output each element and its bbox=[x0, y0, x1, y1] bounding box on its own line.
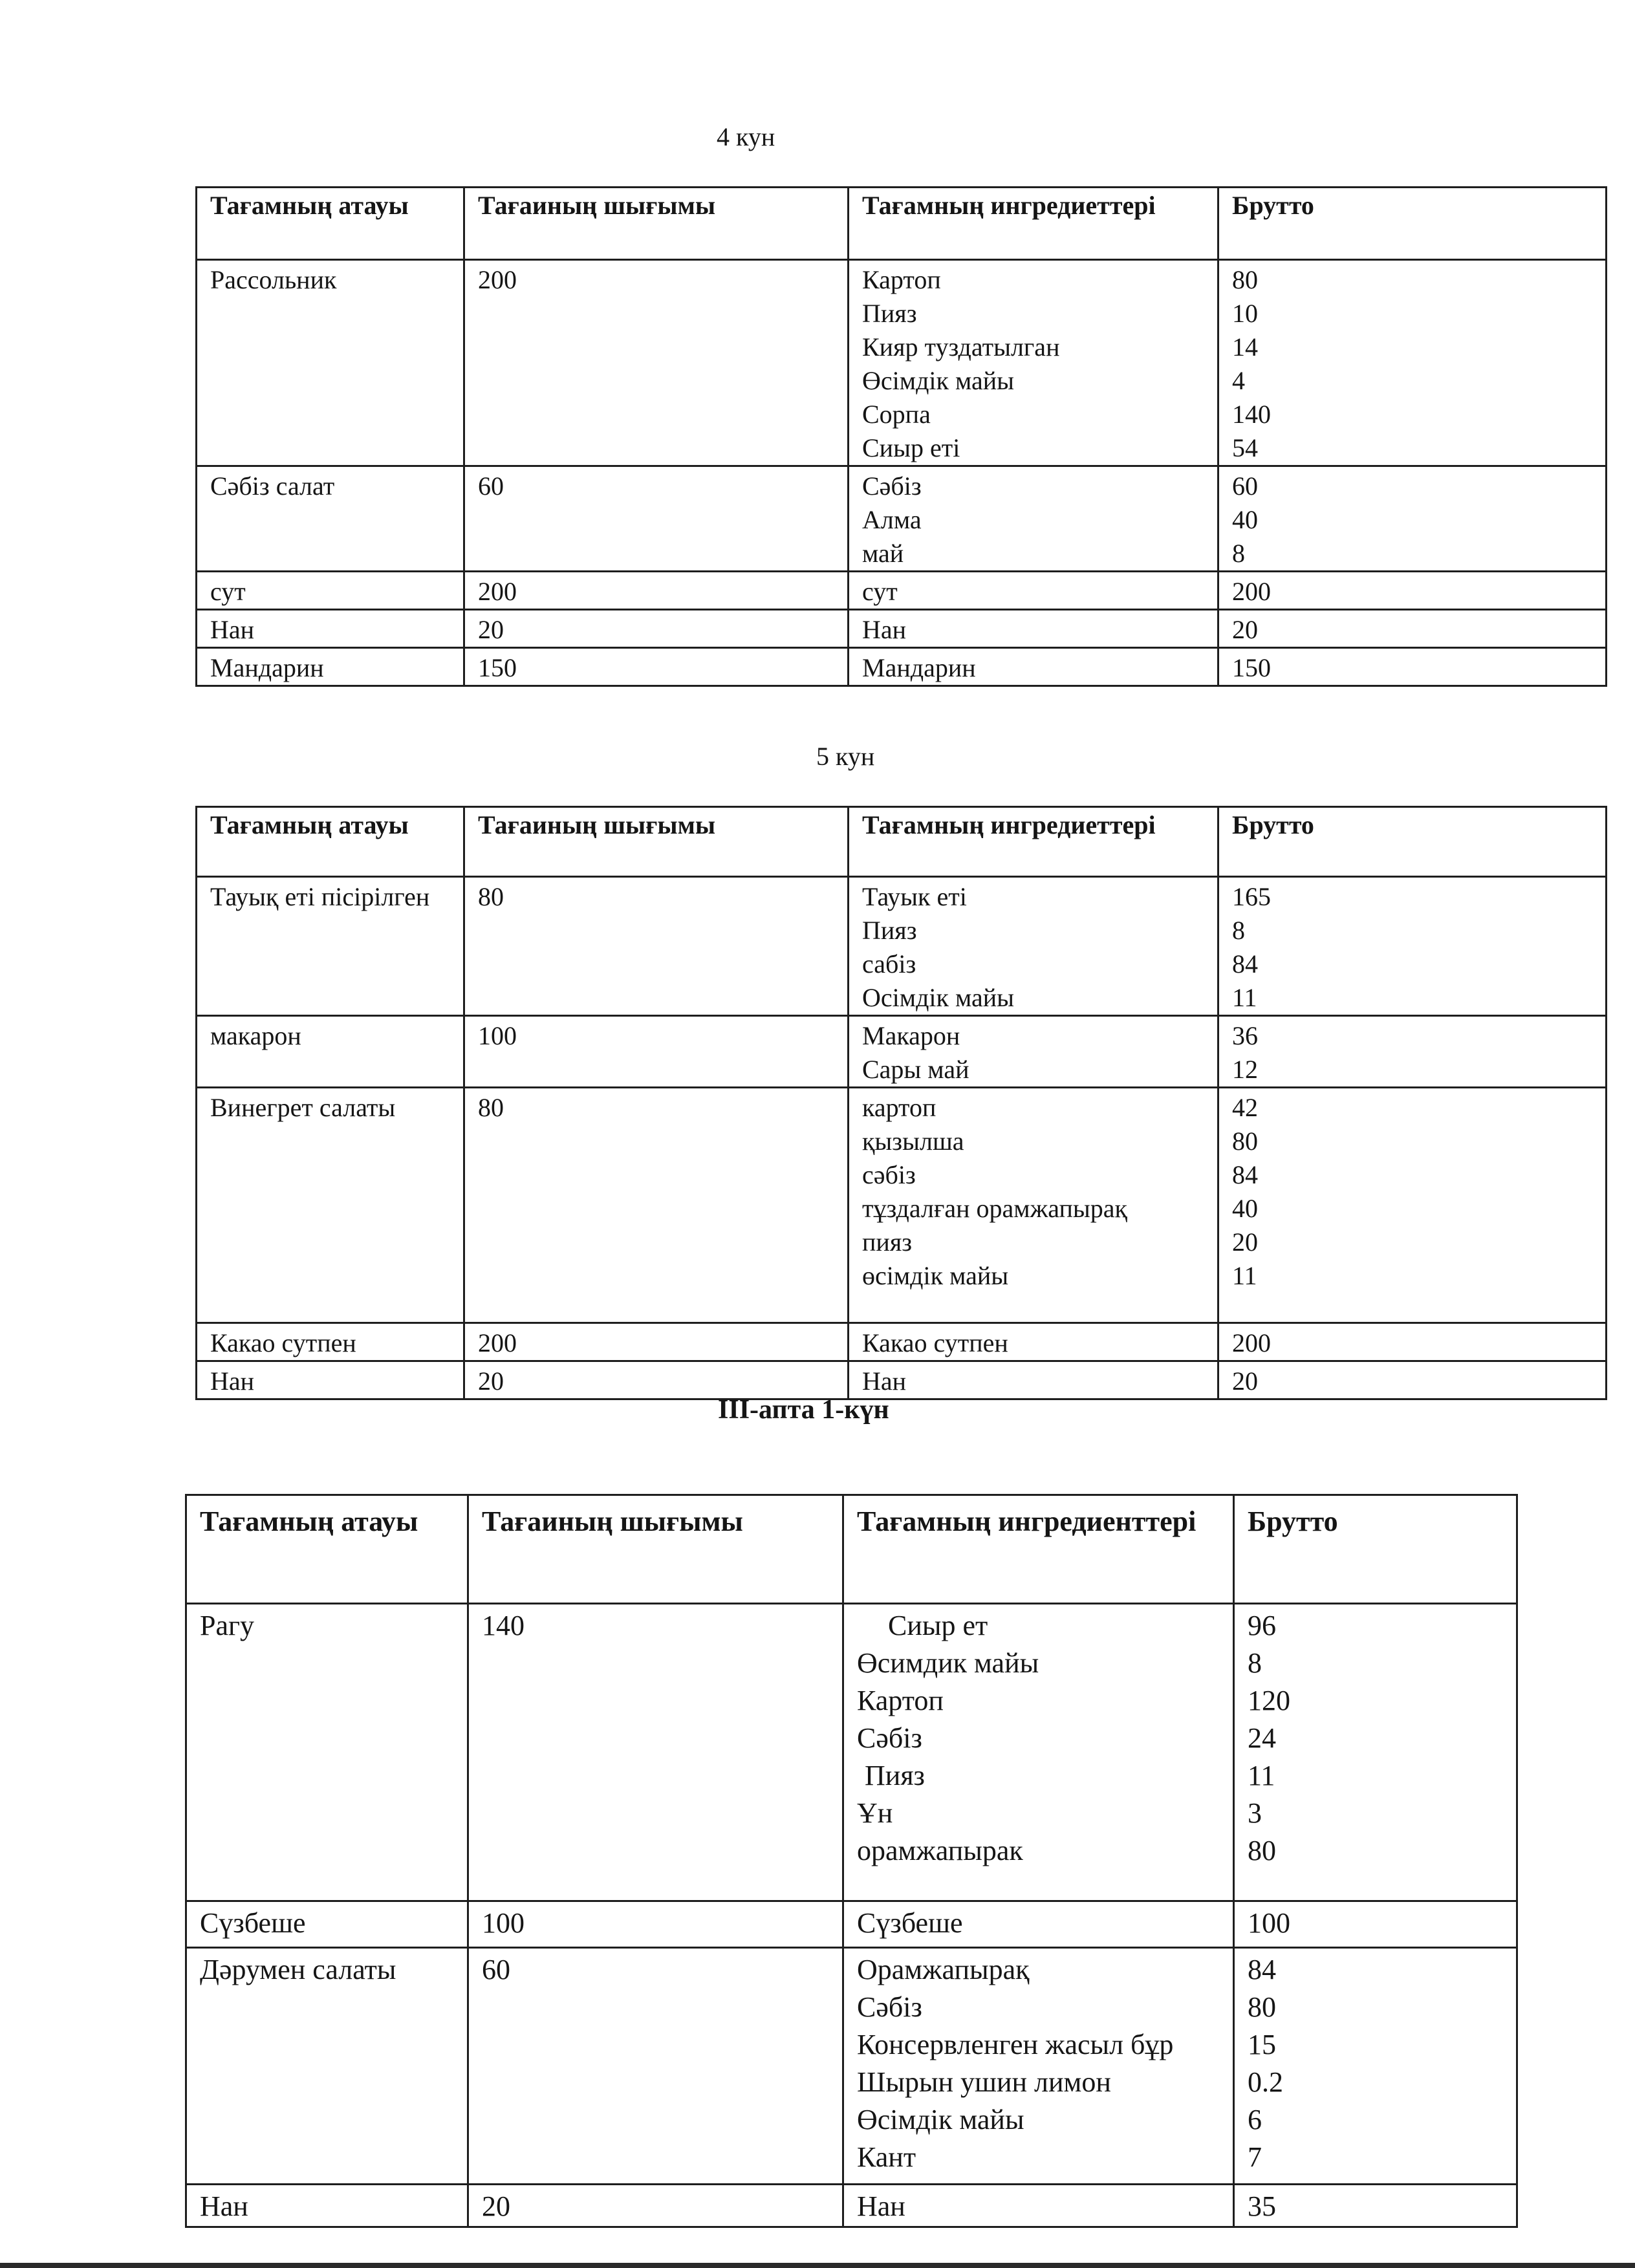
table-header-row bbox=[197, 188, 1607, 260]
table-row bbox=[197, 648, 1607, 686]
brutto-value: 200 bbox=[1218, 1323, 1607, 1361]
table-row bbox=[197, 1088, 1607, 1323]
table-row bbox=[197, 1016, 1607, 1088]
brutto-value: 84 bbox=[1232, 1160, 1258, 1189]
dish-name: сут bbox=[197, 572, 464, 610]
column-header: Тағамның атауы bbox=[197, 188, 464, 260]
ingredient: сабіз bbox=[862, 949, 916, 978]
ingredient: Алма bbox=[862, 505, 922, 534]
brutto-value: 40 bbox=[1232, 1194, 1258, 1223]
dish-yield: 150 bbox=[464, 648, 849, 686]
ingredient: қызылша bbox=[862, 1127, 964, 1156]
table-row bbox=[186, 1901, 1517, 1948]
brutto-value: 120 bbox=[1248, 1685, 1290, 1716]
ingredient: өсімдік майы bbox=[862, 1261, 1009, 1290]
ingredient: Өсімдік майы bbox=[862, 366, 1015, 395]
brutto-list bbox=[1234, 1604, 1517, 1901]
brutto-value: 84 bbox=[1248, 1954, 1276, 1985]
dish-name: Винегрет салаты bbox=[197, 1088, 464, 1323]
brutto-value: 6 bbox=[1248, 2104, 1262, 2135]
ingredient: Консервленген жасыл бұр bbox=[857, 2029, 1174, 2060]
ingredient: пияз bbox=[862, 1227, 913, 1257]
dish-yield: 80 bbox=[464, 1088, 849, 1323]
column-header: Брутто bbox=[1234, 1495, 1517, 1604]
table-row bbox=[197, 1361, 1607, 1399]
ingredient: Шырын ушин лимон bbox=[857, 2066, 1111, 2098]
table-row bbox=[197, 877, 1607, 1016]
table-row bbox=[197, 610, 1607, 648]
ingredient: орамжапырак bbox=[857, 1835, 1023, 1866]
dish-name: Нан bbox=[197, 610, 464, 648]
brutto-value: 0.2 bbox=[1248, 2066, 1283, 2098]
table-row bbox=[186, 1948, 1517, 2185]
section-heading: ІІІ-апта 1-күн bbox=[718, 1395, 889, 1425]
ingredient-list bbox=[849, 466, 1218, 572]
brutto-value: 24 bbox=[1248, 1722, 1276, 1754]
brutto-list bbox=[1218, 877, 1607, 1016]
ingredient-list bbox=[849, 877, 1218, 1016]
brutto-value: 140 bbox=[1232, 400, 1271, 429]
menu-table bbox=[195, 186, 1607, 687]
menu-table bbox=[195, 806, 1607, 1400]
dish-name: Сәбіз салат bbox=[197, 466, 464, 572]
column-header: Тағамның ингредиенттері bbox=[843, 1495, 1234, 1604]
brutto-value: 42 bbox=[1232, 1093, 1258, 1122]
ingredient: тұздалған орамжапырақ bbox=[862, 1194, 1127, 1223]
dish-name: макарон bbox=[197, 1016, 464, 1088]
brutto-list bbox=[1218, 1016, 1607, 1088]
dish-yield: 80 bbox=[464, 877, 849, 1016]
ingredient: Өсімдік майы bbox=[857, 2104, 1024, 2135]
dish-yield: 60 bbox=[464, 466, 849, 572]
ingredient: Сиыр еті bbox=[862, 433, 960, 462]
brutto-value: 14 bbox=[1232, 332, 1258, 362]
ingredient: Макарон bbox=[862, 1021, 960, 1050]
brutto-value: 54 bbox=[1232, 433, 1258, 462]
ingredient: Пияз bbox=[862, 916, 917, 945]
brutto-value: 11 bbox=[1232, 983, 1257, 1012]
brutto-value: 150 bbox=[1218, 648, 1607, 686]
column-header: Брутто bbox=[1218, 807, 1607, 877]
brutto-value: 80 bbox=[1232, 1127, 1258, 1156]
brutto-list bbox=[1218, 466, 1607, 572]
brutto-value: 8 bbox=[1232, 916, 1245, 945]
brutto-value: 60 bbox=[1232, 471, 1258, 501]
ingredient: Нан bbox=[849, 1361, 1218, 1399]
column-header: Тағаиның шығымы bbox=[464, 188, 849, 260]
brutto-value: 4 bbox=[1232, 366, 1245, 395]
menu-table bbox=[185, 1494, 1518, 2228]
ingredient-list bbox=[843, 1948, 1234, 2185]
dish-yield: 20 bbox=[464, 610, 849, 648]
table-row bbox=[197, 466, 1607, 572]
ingredient: Мандарин bbox=[849, 648, 1218, 686]
dish-yield: 20 bbox=[468, 2185, 843, 2227]
ingredient: Орамжапырақ bbox=[857, 1954, 1030, 1985]
brutto-value: 36 bbox=[1232, 1021, 1258, 1050]
brutto-value: 10 bbox=[1232, 299, 1258, 328]
dish-name: Дәрумен салаты bbox=[186, 1948, 468, 2185]
dish-yield: 140 bbox=[468, 1604, 843, 1901]
ingredient: Сәбіз bbox=[857, 1722, 922, 1754]
brutto-value: 40 bbox=[1232, 505, 1258, 534]
column-header: Тағамның ингредиеттері bbox=[849, 807, 1218, 877]
brutto-value: 3 bbox=[1248, 1797, 1262, 1829]
ingredient: Картоп bbox=[862, 265, 941, 294]
brutto-value: 100 bbox=[1234, 1901, 1517, 1948]
brutto-value: 200 bbox=[1218, 572, 1607, 610]
ingredient: Кант bbox=[857, 2141, 916, 2173]
dish-name: Нан bbox=[186, 2185, 468, 2227]
column-header: Тағаиның шығымы bbox=[468, 1495, 843, 1604]
dish-yield: 200 bbox=[464, 572, 849, 610]
brutto-value: 84 bbox=[1232, 949, 1258, 978]
column-header: Тағамның атауы bbox=[186, 1495, 468, 1604]
table-row bbox=[197, 1323, 1607, 1361]
dish-name: Тауық еті пісірілген bbox=[197, 877, 464, 1016]
brutto-list bbox=[1234, 1948, 1517, 2185]
ingredient: Сорпа bbox=[862, 400, 931, 429]
brutto-value: 20 bbox=[1218, 610, 1607, 648]
brutto-value: 35 bbox=[1234, 2185, 1517, 2227]
brutto-value: 20 bbox=[1232, 1227, 1258, 1257]
brutto-value: 12 bbox=[1232, 1055, 1258, 1084]
ingredient: Сүзбеше bbox=[843, 1901, 1234, 1948]
brutto-value: 20 bbox=[1218, 1361, 1607, 1399]
ingredient-list bbox=[849, 1088, 1218, 1323]
ingredient: Тауык еті bbox=[862, 882, 967, 911]
table-row bbox=[197, 260, 1607, 466]
ingredient-list bbox=[849, 1016, 1218, 1088]
dish-yield: 200 bbox=[464, 260, 849, 466]
table-row bbox=[186, 2185, 1517, 2227]
dish-name: Рассольник bbox=[197, 260, 464, 466]
dish-name: Нан bbox=[197, 1361, 464, 1399]
ingredient: Ұн bbox=[857, 1797, 893, 1829]
ingredient: Сәбіз bbox=[862, 471, 922, 501]
section-heading: 5 кун bbox=[816, 742, 875, 771]
ingredient: Сиыр ет bbox=[888, 1610, 988, 1641]
scan-edge bbox=[0, 2263, 1635, 2268]
ingredient: картоп bbox=[862, 1093, 937, 1122]
ingredient: Какао сутпен bbox=[849, 1323, 1218, 1361]
ingredient: Осімдік майы bbox=[862, 983, 1015, 1012]
brutto-value: 80 bbox=[1248, 1835, 1276, 1866]
dish-name: Рагу bbox=[186, 1604, 468, 1901]
table-row bbox=[186, 1604, 1517, 1901]
ingredient: Пияз bbox=[862, 299, 917, 328]
ingredient: Пияз bbox=[865, 1760, 925, 1791]
ingredient: Сәбіз bbox=[857, 1991, 922, 2023]
brutto-value: 8 bbox=[1248, 1647, 1262, 1679]
ingredient: Нан bbox=[843, 2185, 1234, 2227]
dish-yield: 100 bbox=[464, 1016, 849, 1088]
brutto-value: 8 bbox=[1232, 539, 1245, 568]
table-row bbox=[197, 572, 1607, 610]
brutto-value: 80 bbox=[1248, 1991, 1276, 2023]
ingredient-list bbox=[849, 260, 1218, 466]
table-header-row bbox=[186, 1495, 1517, 1604]
dish-name: Мандарин bbox=[197, 648, 464, 686]
ingredient: Кияр туздатылган bbox=[862, 332, 1060, 362]
table-header-row bbox=[197, 807, 1607, 877]
brutto-value: 15 bbox=[1248, 2029, 1276, 2060]
ingredient: май bbox=[862, 539, 904, 568]
ingredient: Өсимдик майы bbox=[857, 1647, 1039, 1679]
brutto-value: 7 bbox=[1248, 2141, 1262, 2173]
column-header: Тағамның атауы bbox=[197, 807, 464, 877]
column-header: Брутто bbox=[1218, 188, 1607, 260]
brutto-value: 165 bbox=[1232, 882, 1271, 911]
brutto-value: 11 bbox=[1232, 1261, 1257, 1290]
section-heading: 4 кун bbox=[717, 122, 775, 151]
dish-yield: 60 bbox=[468, 1948, 843, 2185]
dish-name: Какао сутпен bbox=[197, 1323, 464, 1361]
brutto-value: 11 bbox=[1248, 1760, 1275, 1791]
dish-yield: 20 bbox=[464, 1361, 849, 1399]
brutto-value: 96 bbox=[1248, 1610, 1276, 1641]
ingredient: сәбіз bbox=[862, 1160, 916, 1189]
brutto-list bbox=[1218, 260, 1607, 466]
ingredient: сут bbox=[849, 572, 1218, 610]
dish-name: Сүзбеше bbox=[186, 1901, 468, 1948]
brutto-list bbox=[1218, 1088, 1607, 1323]
brutto-value: 80 bbox=[1232, 265, 1258, 294]
dish-yield: 100 bbox=[468, 1901, 843, 1948]
column-header: Тағаиның шығымы bbox=[464, 807, 849, 877]
dish-yield: 200 bbox=[464, 1323, 849, 1361]
ingredient: Нан bbox=[849, 610, 1218, 648]
ingredient: Сары май bbox=[862, 1055, 969, 1084]
column-header: Тағамның ингредиеттері bbox=[849, 188, 1218, 260]
ingredient-list bbox=[843, 1604, 1234, 1901]
ingredient: Картоп bbox=[857, 1685, 944, 1716]
